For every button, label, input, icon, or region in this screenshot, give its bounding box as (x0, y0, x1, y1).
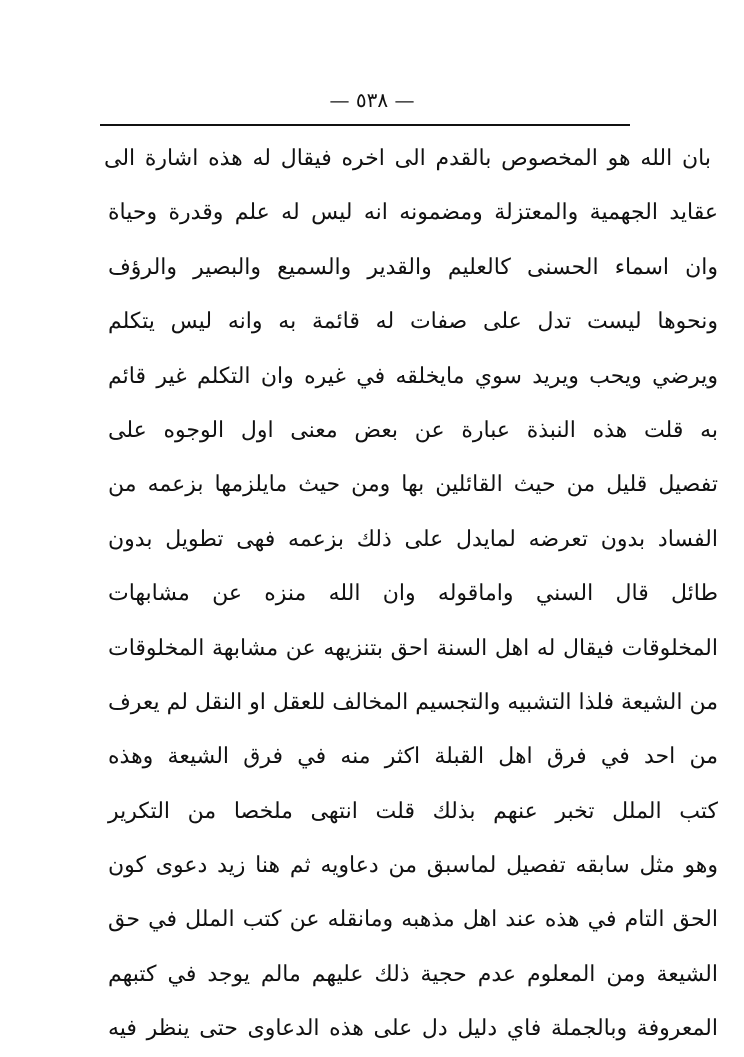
header-rule (100, 124, 630, 126)
text-line: ونحوها ليست تدل على صفات له قائمة به وانه ليس يتكلم (108, 309, 718, 335)
text-line: المخلوقات فيقال له اهل السنة احق بتنزيهه عن مشابهة المخلوقات (108, 635, 718, 661)
text-body (88, 132, 728, 1057)
text-line: الحق التام في هذه عند اهل مذهبه ومانقله عن كتب الملل في حق (108, 907, 718, 933)
text-line: تفصيل قليل من حيث القائلين بها ومن حيث مايلزمها بزعمه من (108, 472, 718, 498)
text-line: وهو مثل سابقه تفصيل لماسبق من دعاويه ثم هنا زيد دعوى كون (108, 853, 718, 879)
text-line: الشيعة ومن المعلوم عدم حجية ذلك عليهم مالم يوجد في كتبهم (108, 961, 718, 987)
text-line: ويرضي ويحب ويريد سوي مايخلقه في غيره وان التكلم غير قائم (108, 363, 718, 389)
text-line: بان الله هو المخصوص بالقدم الى اخره فيقال له هذه اشارة الى (104, 146, 711, 171)
text-line: طائل قال السني واماقوله وان الله منزه عن مشابهات (108, 581, 718, 607)
text-line: من الشيعة فلذا التشبيه والتجسيم المخالف للعقل او النقل لم يعرف (107, 689, 718, 715)
text-line: الفساد بدون تعرضه لمايدل على ذلك بزعمه فهى تطويل بدون (108, 526, 718, 552)
text-line: المعروفة وبالجملة فاي دليل دل على هذه الدعاوى حتى ينظر فيه (108, 1016, 718, 1042)
text-line: به قلت هذه النبذة عبارة عن بعض معنى اول الوجوه على (108, 417, 718, 443)
text-line: عقايد الجهمية والمعتزلة ومضمونه انه ليس له علم وقدرة وحياة (108, 200, 718, 226)
text-line: كتب الملل تخبر عنهم بذلك قلت انتهى ملخصا من التكرير (108, 798, 718, 824)
page-number: — ٥٣٨ — (329, 88, 415, 112)
text-line: وان اسماء الحسنى كالعليم والقدير والسميع والبصير والرؤف (108, 254, 718, 280)
text-line: من احد في فرق اهل القبلة اكثر منه في فرق الشيعة وهذه (108, 744, 718, 770)
